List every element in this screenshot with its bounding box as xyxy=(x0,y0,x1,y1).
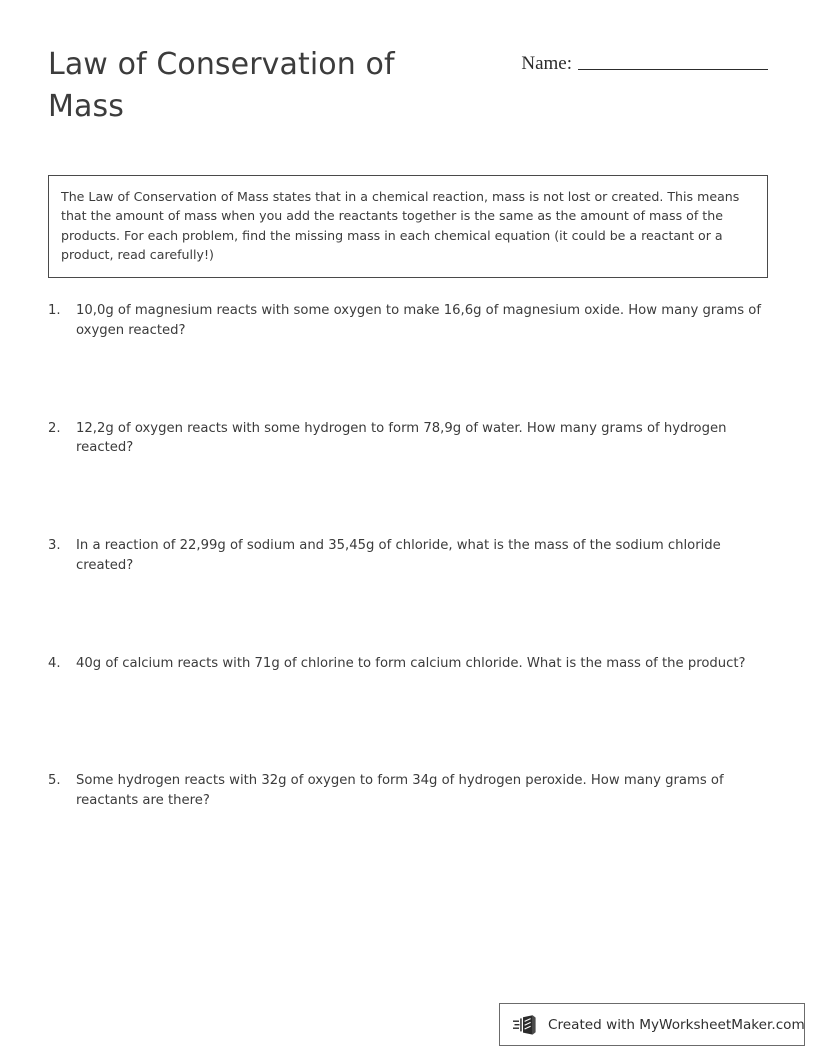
question-item xyxy=(48,536,768,654)
question-number: 2. xyxy=(48,420,61,436)
instructions-text: The Law of Conservation of Mass states that in a chemical reaction, mass is not lost or created. This means that the amount of mass when you add the reactants together is the same as the amount of mass of the products. For each problem, find the missing mass in each chemical equation (it could be a reactant or a product, read carefully!) xyxy=(61,189,740,263)
questions-list xyxy=(48,301,768,889)
question-text: Some hydrogen reacts with 32g of oxygen to form 34g of hydrogen peroxide. How many grams of reactants are there? xyxy=(76,773,724,808)
question-text: In a reaction of 22,99g of sodium and 35,45g of chloride, what is the mass of the sodium chloride created? xyxy=(76,538,721,573)
question-item xyxy=(48,301,768,419)
question-number: 4. xyxy=(48,655,61,671)
footer-attribution-badge[interactable] xyxy=(499,1003,805,1046)
question-item xyxy=(48,654,768,772)
question-number: 5. xyxy=(48,773,61,788)
instructions-box xyxy=(48,175,768,278)
name-input-line[interactable] xyxy=(578,69,768,70)
question-text: 12,2g of oxygen reacts with some hydrogen to form 78,9g of water. How many grams of hydrogen reacted? xyxy=(76,420,727,455)
question-item xyxy=(48,419,768,537)
worksheet-header xyxy=(48,44,768,136)
worksheet-maker-logo-icon xyxy=(513,1014,539,1036)
question-text: 10,0g of magnesium reacts with some oxygen to make 16,6g of magnesium oxide. How many grams of oxygen reacted? xyxy=(76,303,762,338)
name-field[interactable] xyxy=(521,54,768,74)
name-label: Name: xyxy=(521,53,572,74)
question-number: 3. xyxy=(48,538,61,553)
question-item xyxy=(48,771,768,889)
question-number: 1. xyxy=(48,303,61,318)
footer-attribution-text: Created with MyWorksheetMaker.com xyxy=(548,1016,805,1033)
question-text: 40g of calcium reacts with 71g of chlorine to form calcium chloride. What is the mass of the product? xyxy=(76,655,746,671)
page-title: Law of Conservation of Mass xyxy=(48,47,395,124)
